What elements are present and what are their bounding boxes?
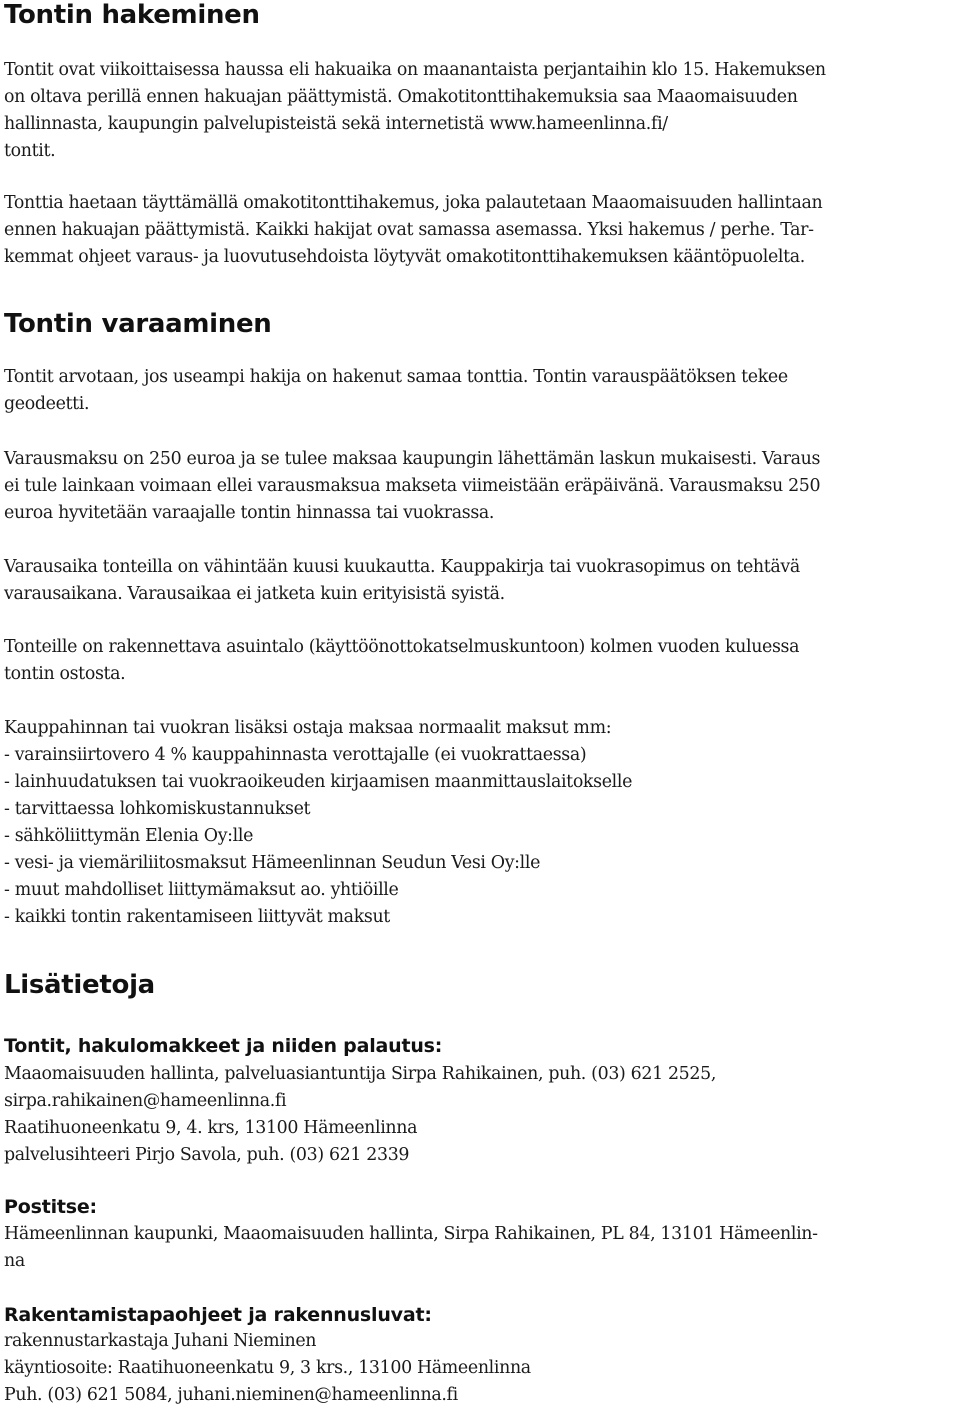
text-line: kemmat ohjeet varaus- ja luovutusehdoista löytyvät omakotitonttihakemuksen kääntöpuolelta. bbox=[4, 247, 805, 267]
text-line: euroa hyvitetään varaajalle tontin hinnassa tai vuokrassa. bbox=[4, 503, 495, 523]
list-item: - muut mahdolliset liittymämaksut ao. yhtiöille bbox=[4, 880, 399, 900]
subsection-title-rakentaminen: Rakentamistapaohjeet ja rakennusluvat: bbox=[4, 1304, 432, 1326]
contact-block-postitse bbox=[4, 1221, 956, 1275]
list-item: - sähköliittymän Elenia Oy:lle bbox=[4, 826, 254, 846]
text-line: Kauppahinnan tai vuokran lisäksi ostaja maksaa normaalit maksut mm: bbox=[4, 718, 612, 738]
text-line: Tonteille on rakennettava asuintalo (käyttöönottokatselmuskuntoon) kolmen vuoden kuluessa bbox=[4, 637, 800, 657]
paragraph-maksut-list bbox=[4, 715, 956, 931]
text-line: Tonttia haetaan täyttämällä omakotitonttihakemus, joka palautetaan Maaomaisuuden hallintaan bbox=[4, 193, 823, 213]
address-text: käyntiosoite: Raatihuoneenkatu 9, 3 krs., 13100 Hämeenlinna bbox=[4, 1358, 531, 1378]
text-line: tontin ostosta. bbox=[4, 664, 126, 684]
text-line: geodeetti. bbox=[4, 394, 90, 414]
address-text: Hämeenlinnan kaupunki, Maaomaisuuden hallinta, Sirpa Rahikainen, PL 84, 13101 Hämeenlin- bbox=[4, 1224, 818, 1244]
text-line: varausaikana. Varausaikaa ei jatketa kuin erityisistä syistä. bbox=[4, 584, 505, 604]
text-line: rakennustarkastaja Juhani Nieminen bbox=[4, 1331, 317, 1351]
text-line: on oltava perillä ennen hakuajan päättymistä. Omakotitonttihakemuksia saa Maaomaisuuden bbox=[4, 87, 798, 107]
text-line: hallinnasta, kaupungin palvelupisteistä sekä internetistä www.hameenlinna.fi/ bbox=[4, 114, 668, 134]
section-title-lisatietoja: Lisätietoja bbox=[4, 970, 155, 1000]
subsection-title-tontit: Tontit, hakulomakkeet ja niiden palautus: bbox=[4, 1035, 443, 1057]
contact-block-rakentaminen bbox=[4, 1328, 956, 1409]
text-line: Tontit ovat viikoittaisessa haussa eli hakuaika on maanantaista perjantaihin klo 15. Hakemuksen bbox=[4, 60, 826, 80]
paragraph-rakentamisvelvoite bbox=[4, 634, 956, 688]
text-line: Puh. (03) 621 5084, juhani.nieminen@hameenlinna.fi bbox=[4, 1385, 458, 1405]
list-item: - tarvittaessa lohkomiskustannukset bbox=[4, 799, 311, 819]
list-item: - varainsiirtovero 4 % kauppahinnasta verottajalle (ei vuokrattaessa) bbox=[4, 745, 587, 765]
paragraph-arvonta bbox=[4, 364, 956, 418]
list-item: - kaikki tontin rakentamiseen liittyvät maksut bbox=[4, 907, 390, 927]
list-item: - lainhuudatuksen tai vuokraoikeuden kirjaamisen maanmittauslaitokselle bbox=[4, 772, 633, 792]
address-text: na bbox=[4, 1251, 25, 1271]
paragraph-varausaika bbox=[4, 554, 956, 608]
text-line: Tontit arvotaan, jos useampi hakija on hakenut samaa tonttia. Tontin varauspäätöksen tekee bbox=[4, 367, 788, 387]
text-line: Varausaika tonteilla on vähintään kuusi kuukautta. Kauppakirja tai vuokrasopimus on tehtävä bbox=[4, 557, 800, 577]
address-text: Raatihuoneenkatu 9, 4. krs, 13100 Hämeenlinna bbox=[4, 1118, 418, 1138]
section-title-hakeminen: Tontin hakeminen bbox=[4, 0, 260, 30]
text-line: tontit. bbox=[4, 141, 56, 161]
paragraph-varausmaksu bbox=[4, 446, 956, 527]
subsection-title-postitse: Postitse: bbox=[4, 1196, 97, 1218]
text-line: ei tule lainkaan voimaan ellei varausmaksua makseta viimeistään eräpäivänä. Varausmaksu 250 bbox=[4, 476, 821, 496]
contact-block-tontit bbox=[4, 1061, 956, 1169]
email-text: sirpa.rahikainen@hameenlinna.fi bbox=[4, 1091, 287, 1111]
text-line: Maaomaisuuden hallinta, palveluasiantuntija Sirpa Rahikainen, puh. (03) 621 2525, bbox=[4, 1064, 717, 1084]
text-line: Varausmaksu on 250 euroa ja se tulee maksaa kaupungin lähettämän laskun mukaisesti. Varaus bbox=[4, 449, 821, 469]
text-line: ennen hakuajan päättymistä. Kaikki hakijat ovat samassa asemassa. Yksi hakemus / perhe. Tar- bbox=[4, 220, 814, 240]
paragraph-hakemus bbox=[4, 190, 956, 271]
list-item: - vesi- ja viemäriliitosmaksut Hämeenlinnan Seudun Vesi Oy:lle bbox=[4, 853, 541, 873]
section-title-varaaminen: Tontin varaaminen bbox=[4, 309, 272, 339]
text-line: palvelusihteeri Pirjo Savola, puh. (03) 621 2339 bbox=[4, 1145, 410, 1165]
paragraph-hakuaika bbox=[4, 57, 956, 165]
